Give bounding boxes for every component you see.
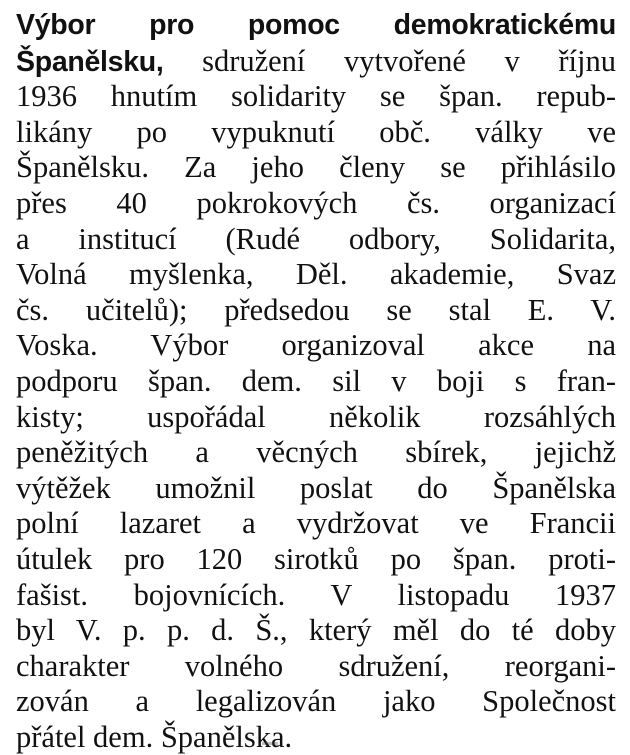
entry-line-4: likány po vypuknutí obč. války ve: [16, 114, 616, 149]
entry-line-14: výtěžek umožnil poslat do Španělska: [16, 470, 616, 505]
entry-line-16: útulek pro 120 sirotků po špan. proti-: [16, 541, 616, 576]
entry-line-7: a institucí (Rudé odbory, Solidarita,: [16, 221, 616, 256]
entry-line-12: kisty; uspořádal několik rozsáhlých: [16, 399, 616, 434]
entry-line-5: Španělsku. Za jeho členy se přihlásilo: [16, 150, 616, 185]
entry-line-2-text: sdružení vytvořené v říjnu: [163, 43, 616, 78]
entry-line-19: charakter volného sdružení, reorgani-: [16, 648, 616, 683]
entry-line-17: fašist. bojovnících. V listopadu 1937: [16, 577, 616, 612]
entry-line-3: 1936 hnutím solidarity se špan. repub-: [16, 79, 616, 114]
scan-artifact-mark: [262, 742, 278, 745]
entry-line-20: zován a legalizován jako Společnost: [16, 684, 616, 719]
entry-line-8: Volná myšlenka, Děl. akademie, Svaz: [16, 257, 616, 292]
entry-line-6: přes 40 pokrokových čs. organizací: [16, 185, 616, 220]
entry-line-9: čs. učitelů); předsedou se stal E. V.: [16, 292, 616, 327]
entry-line-13: peněžitých a věcných sbírek, jejichž: [16, 435, 616, 470]
encyclopedia-entry: [16, 8, 616, 755]
entry-headword-line: Výbor pro pomoc demokratickému: [16, 9, 616, 41]
entry-line-2: [16, 44, 616, 80]
entry-line-11: podporu špan. dem. sil v boji s fran-: [16, 363, 616, 398]
entry-line-18: byl V. p. p. d. Š., který měl do té doby: [16, 613, 616, 648]
entry-headword-continuation: Španělsku,: [16, 45, 164, 78]
entry-line-15: polní lazaret a vydržovat ve Francii: [16, 506, 616, 541]
entry-line-21: přátel dem. Španělska.: [16, 719, 293, 754]
entry-line-10: Voska. Výbor organizoval akce na: [16, 328, 616, 363]
